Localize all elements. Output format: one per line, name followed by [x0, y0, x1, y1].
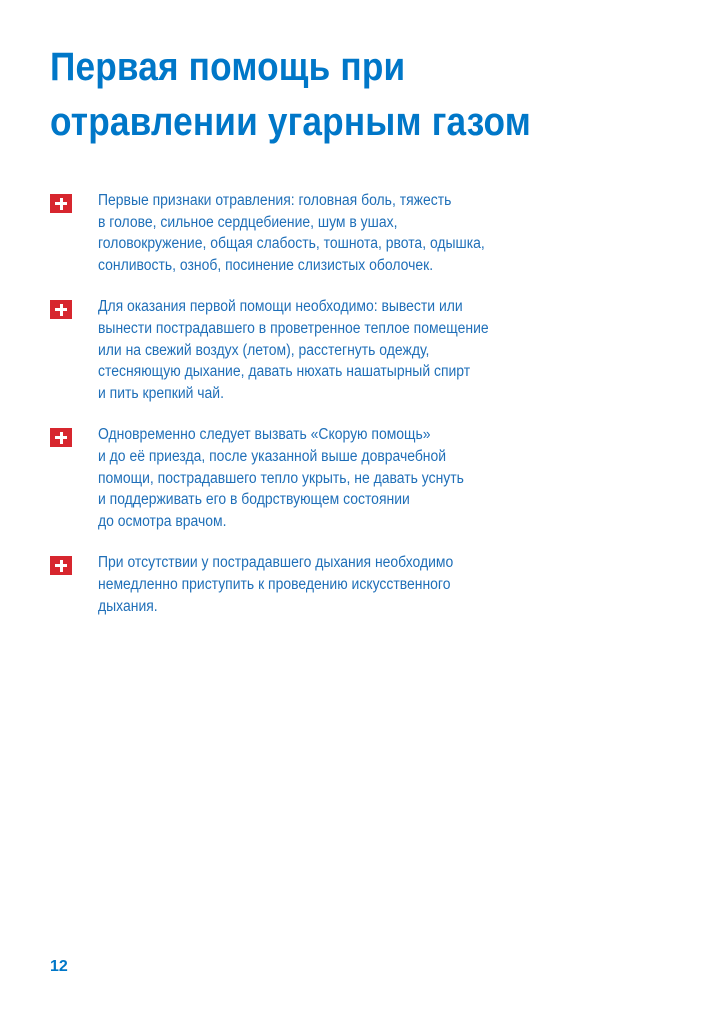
first-aid-cross-icon [50, 300, 72, 319]
list-item-symptoms [50, 190, 670, 276]
text-line: и до её приезда, после указанной выше доврачебной [98, 447, 447, 465]
text-line: немедленно приступить к проведению искусственного [98, 575, 451, 593]
text-line: до осмотра врачом. [98, 512, 227, 530]
text-line: в голове, сильное сердцебиение, шум в ушах, [98, 213, 398, 231]
text-line: вынести пострадавшего в проветренное теплое помещение [98, 319, 489, 337]
page-title [50, 40, 613, 150]
text-line: головокружение, общая слабость, тошнота, рвота, одышка, [98, 235, 485, 253]
first-aid-cross-icon [50, 428, 72, 447]
text-line: При отсутствии у пострадавшего дыхания необходимо [98, 554, 454, 572]
text-line: и пить крепкий чай. [98, 384, 224, 402]
first-aid-cross-icon [50, 194, 72, 213]
title-line-1: Первая помощь при [50, 45, 406, 89]
item-text [98, 190, 613, 276]
item-text [98, 552, 613, 617]
title-line-2: отравлении угарным газом [50, 100, 531, 144]
list-item-ambulance [50, 424, 670, 532]
text-line: сонливость, озноб, посинение слизистых оболочек. [98, 256, 434, 274]
page-number: 12 [50, 958, 68, 975]
text-line: Для оказания первой помощи необходимо: вывести или [98, 298, 463, 316]
text-line: дыхания. [98, 597, 158, 615]
first-aid-cross-icon [50, 556, 72, 575]
text-line: или на свежий воздух (летом), расстегнуть одежду, [98, 341, 430, 359]
text-line: Одновременно следует вызвать «Скорую помощь» [98, 426, 431, 444]
text-line: и поддерживать его в бодрствующем состоянии [98, 491, 410, 509]
list-item-breathing [50, 552, 670, 617]
item-text [98, 424, 613, 532]
instructions-list [50, 190, 670, 637]
item-text [98, 296, 613, 404]
text-line: помощи, пострадавшего тепло укрыть, не давать уснуть [98, 469, 464, 487]
text-line: Первые признаки отравления: головная боль, тяжесть [98, 192, 452, 209]
text-line: стесняющую дыхание, давать нюхать нашатырный спирт [98, 363, 471, 381]
list-item-first-aid [50, 296, 670, 404]
